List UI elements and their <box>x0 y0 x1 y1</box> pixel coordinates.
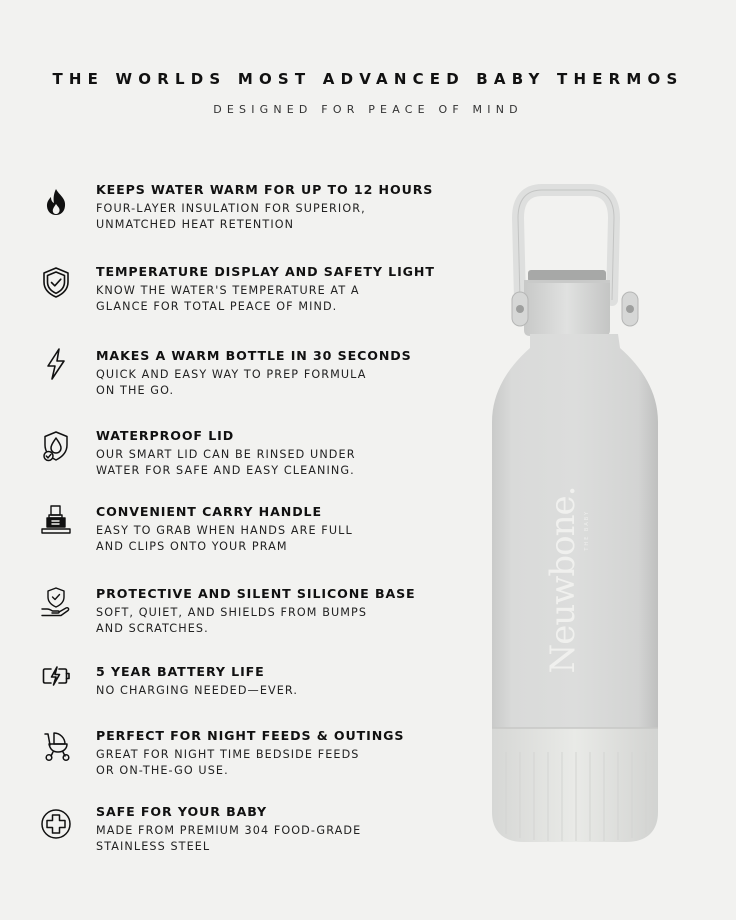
feature-description: OUR SMART LID CAN BE RINSED UNDER WATER FOR SAFE AND EASY CLEANING. <box>96 448 356 477</box>
feature-fast-warming <box>38 350 438 410</box>
carry-handle-icon <box>38 502 74 538</box>
shield-check-icon <box>38 264 74 300</box>
feature-description: QUICK AND EASY WAY TO PREP FORMULA ON THE GO. <box>96 368 367 397</box>
feature-description: MADE FROM PREMIUM 304 FOOD-GRADE STAINLESS STEEL <box>96 824 362 853</box>
feature-silicone-base <box>38 588 438 648</box>
feature-title: WATERPROOF LID <box>96 428 235 443</box>
feature-temperature-display <box>38 266 438 326</box>
medical-cross-icon <box>38 806 74 842</box>
feature-battery-life <box>38 666 438 726</box>
feature-safety <box>38 806 438 866</box>
feature-title: 5 YEAR BATTERY LIFE <box>96 664 265 679</box>
page-subtitle: DESIGNED FOR PEACE OF MIND <box>213 103 523 116</box>
lightning-icon <box>38 346 74 382</box>
feature-title: PERFECT FOR NIGHT FEEDS & OUTINGS <box>96 728 405 743</box>
feature-title: KEEPS WATER WARM FOR UP TO 12 HOURS <box>96 182 434 197</box>
page-title: THE WORLDS MOST ADVANCED BABY THERMOS <box>52 70 684 88</box>
battery-icon <box>38 658 74 694</box>
feature-carry-handle <box>38 506 438 566</box>
feature-title: PROTECTIVE AND SILENT SILICONE BASE <box>96 586 416 601</box>
brand-name: Neuwbone. <box>543 486 583 674</box>
feature-title: TEMPERATURE DISPLAY AND SAFETY LIGHT <box>96 264 435 279</box>
feature-description: EASY TO GRAB WHEN HANDS ARE FULL AND CLIPS ONTO YOUR PRAM <box>96 524 353 553</box>
feature-warmth <box>38 184 438 244</box>
brand-tagline: THE BABY <box>584 510 590 551</box>
feature-title: CONVENIENT CARRY HANDLE <box>96 504 322 519</box>
feature-title: SAFE FOR YOUR BABY <box>96 804 268 819</box>
feature-waterproof-lid <box>38 430 438 490</box>
stroller-icon <box>38 728 74 764</box>
hand-shield-icon <box>38 584 74 620</box>
flame-icon <box>38 184 74 220</box>
feature-description: SOFT, QUIET, AND SHIELDS FROM BUMPS AND SCRATCHES. <box>96 606 368 635</box>
feature-title: MAKES A WARM BOTTLE IN 30 SECONDS <box>96 348 412 363</box>
feature-description: FOUR-LAYER INSULATION FOR SUPERIOR, UNMATCHED HEAT RETENTION <box>96 202 366 231</box>
feature-description: KNOW THE WATER'S TEMPERATURE AT A GLANCE FOR TOTAL PEACE OF MIND. <box>96 284 360 313</box>
feature-night-feeds <box>38 730 438 790</box>
waterproof-icon <box>38 428 74 464</box>
brand-logo <box>543 470 590 690</box>
feature-description: NO CHARGING NEEDED—EVER. <box>96 684 299 697</box>
feature-description: GREAT FOR NIGHT TIME BEDSIDE FEEDS OR ON-THE-GO USE. <box>96 748 360 777</box>
